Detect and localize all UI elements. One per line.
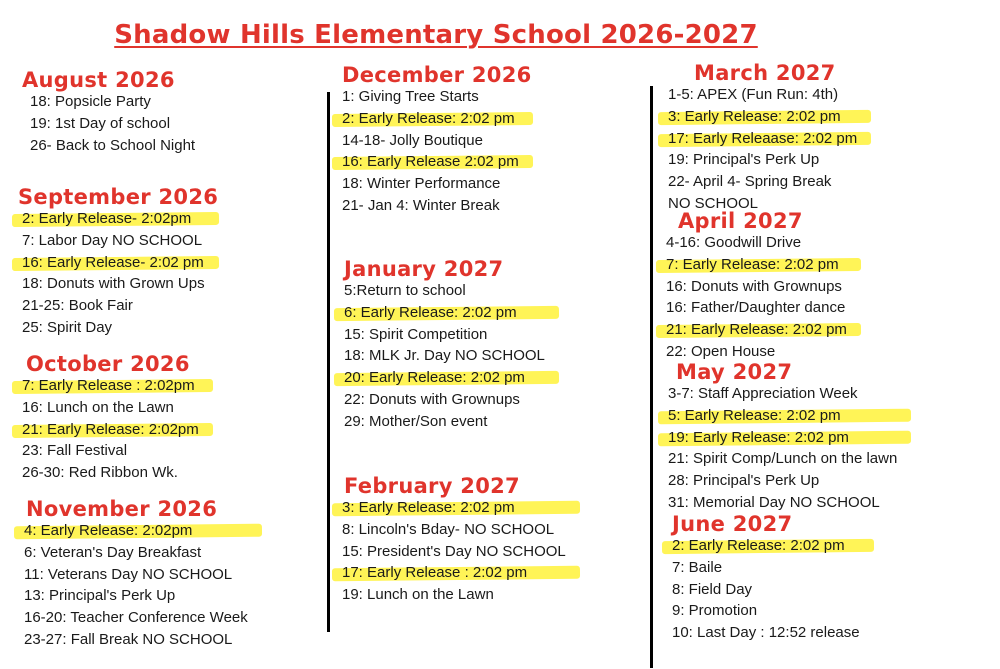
event-item: 7: Labor Day NO SCHOOL	[22, 231, 203, 249]
event-item: 25: Spirit Day	[22, 318, 113, 336]
event-item: 8: Field Day	[672, 580, 753, 598]
event-list-january-2027	[344, 280, 545, 433]
event-item: 13: Principal's Perk Up	[24, 587, 176, 605]
month-heading-may-2027: May 2027	[676, 360, 793, 384]
event-item: 9: Promotion	[672, 602, 758, 620]
event-item: 18: MLK Jr. Day NO SCHOOL	[344, 347, 545, 365]
event-item: 21- Jan 4: Winter Break	[342, 196, 500, 214]
column-divider-right	[650, 86, 653, 668]
event-item: 16: Father/Daughter dance	[666, 299, 846, 317]
event-list-may-2027	[668, 383, 897, 514]
event-item: 18: Donuts with Grown Ups	[22, 275, 205, 293]
event-item: 22- April 4- Spring Break	[668, 173, 832, 191]
event-item: 7: Baile	[672, 558, 723, 576]
event-item: 5:Return to school	[344, 282, 466, 299]
event-item-highlighted: 6: Early Release: 2:02 pm	[344, 302, 545, 324]
column-divider-left	[327, 92, 330, 632]
month-heading-january-2027: January 2027	[344, 257, 504, 281]
event-list-august-2026	[30, 91, 195, 156]
event-item: 8: Lincoln's Bday- NO SCHOOL	[342, 520, 555, 538]
month-heading-february-2027: February 2027	[344, 474, 520, 498]
event-item-highlighted: 5: Early Release: 2:02 pm	[668, 405, 897, 427]
event-item: NO SCHOOL	[668, 194, 759, 212]
month-heading-march-2027: March 2027	[694, 61, 836, 85]
event-item: 26- Back to School Night	[30, 136, 196, 154]
event-item: 1-5: APEX (Fun Run: 4th)	[668, 86, 839, 103]
event-item: 19: Lunch on the Lawn	[342, 586, 494, 604]
event-item: 23: Fall Festival	[22, 442, 128, 460]
event-list-february-2027	[342, 497, 566, 606]
event-item-highlighted: 3: Early Release: 2:02 pm	[668, 106, 857, 128]
month-heading-june-2027: June 2027	[672, 512, 793, 536]
month-heading-september-2026: September 2026	[18, 185, 219, 209]
event-item: 3-7: Staff Appreciation Week	[668, 385, 858, 402]
event-list-april-2027	[666, 232, 847, 363]
event-item: 16-20: Teacher Conference Week	[24, 609, 248, 627]
event-item-highlighted: 17: Early Release : 2:02 pm	[342, 562, 566, 584]
event-item-highlighted: 7: Early Release: 2:02 pm	[666, 254, 847, 276]
event-item: 1: Giving Tree Starts	[342, 88, 479, 105]
event-item-highlighted: 21: Early Release: 2:02 pm	[666, 319, 847, 341]
event-item: 18: Winter Performance	[342, 175, 501, 193]
event-item-highlighted: 16: Early Release- 2:02 pm	[22, 252, 205, 274]
event-item: 16: Lunch on the Lawn	[22, 398, 174, 416]
event-item: 6: Veteran's Day Breakfast	[24, 543, 202, 561]
event-item-highlighted: 7: Early Release : 2:02pm	[22, 375, 199, 397]
event-list-october-2026	[22, 375, 199, 484]
event-item: 21: Spirit Comp/Lunch on the lawn	[668, 450, 898, 468]
event-item: 11: Veterans Day NO SCHOOL	[24, 565, 233, 583]
event-item-highlighted: 16: Early Release 2:02 pm	[342, 151, 519, 173]
event-item-highlighted: 4: Early Release: 2:02pm	[24, 520, 248, 542]
event-item: 29: Mother/Son event	[344, 412, 488, 430]
event-item: 19: 1st Day of school	[30, 114, 171, 132]
event-item-highlighted: 2: Early Release- 2:02pm	[22, 208, 205, 230]
event-item: 15: Spirit Competition	[344, 325, 488, 343]
event-item: 10: Last Day : 12:52 release	[672, 624, 860, 642]
page-title: Shadow Hills Elementary School 2026-2027	[114, 20, 758, 50]
event-item: 14-18- Jolly Boutique	[342, 131, 483, 149]
event-item-highlighted: 20: Early Release: 2:02 pm	[344, 367, 545, 389]
event-item: 26-30: Red Ribbon Wk.	[22, 464, 178, 482]
event-item-highlighted: 21: Early Release: 2:02pm	[22, 419, 199, 441]
event-item-highlighted: 3: Early Release: 2:02 pm	[342, 497, 566, 519]
event-item: 28: Principal's Perk Up	[668, 472, 820, 490]
event-item: 19: Principal's Perk Up	[668, 151, 820, 169]
event-item: 4-16: Goodwill Drive	[666, 234, 802, 251]
event-item-highlighted: 19: Early Release: 2:02 pm	[668, 427, 897, 449]
event-item-highlighted: 2: Early Release: 2:02 pm	[342, 108, 519, 130]
event-item: 31: Memorial Day NO SCHOOL	[668, 493, 880, 511]
month-heading-october-2026: October 2026	[26, 352, 190, 376]
event-list-december-2026	[342, 86, 519, 217]
event-item: 21-25: Book Fair	[22, 297, 133, 315]
event-list-november-2026	[24, 520, 248, 651]
event-item-highlighted: 2: Early Release: 2:02 pm	[672, 535, 860, 557]
month-heading-december-2026: December 2026	[342, 63, 532, 87]
month-heading-august-2026: August 2026	[22, 68, 175, 92]
event-list-june-2027	[672, 535, 860, 644]
event-item: 22: Open House	[666, 342, 776, 360]
event-item-highlighted: 17: Early Releaase: 2:02 pm	[668, 128, 857, 150]
month-heading-april-2027: April 2027	[678, 209, 803, 233]
event-item: 23-27: Fall Break NO SCHOOL	[24, 630, 233, 648]
event-item: 16: Donuts with Grownups	[666, 277, 842, 295]
event-list-september-2026	[22, 208, 205, 339]
month-heading-november-2026: November 2026	[26, 497, 218, 521]
event-item: 18: Popsicle Party	[30, 93, 151, 110]
event-list-march-2027	[668, 84, 857, 215]
event-item: 15: President's Day NO SCHOOL	[342, 542, 566, 560]
event-item: 22: Donuts with Grownups	[344, 390, 520, 408]
